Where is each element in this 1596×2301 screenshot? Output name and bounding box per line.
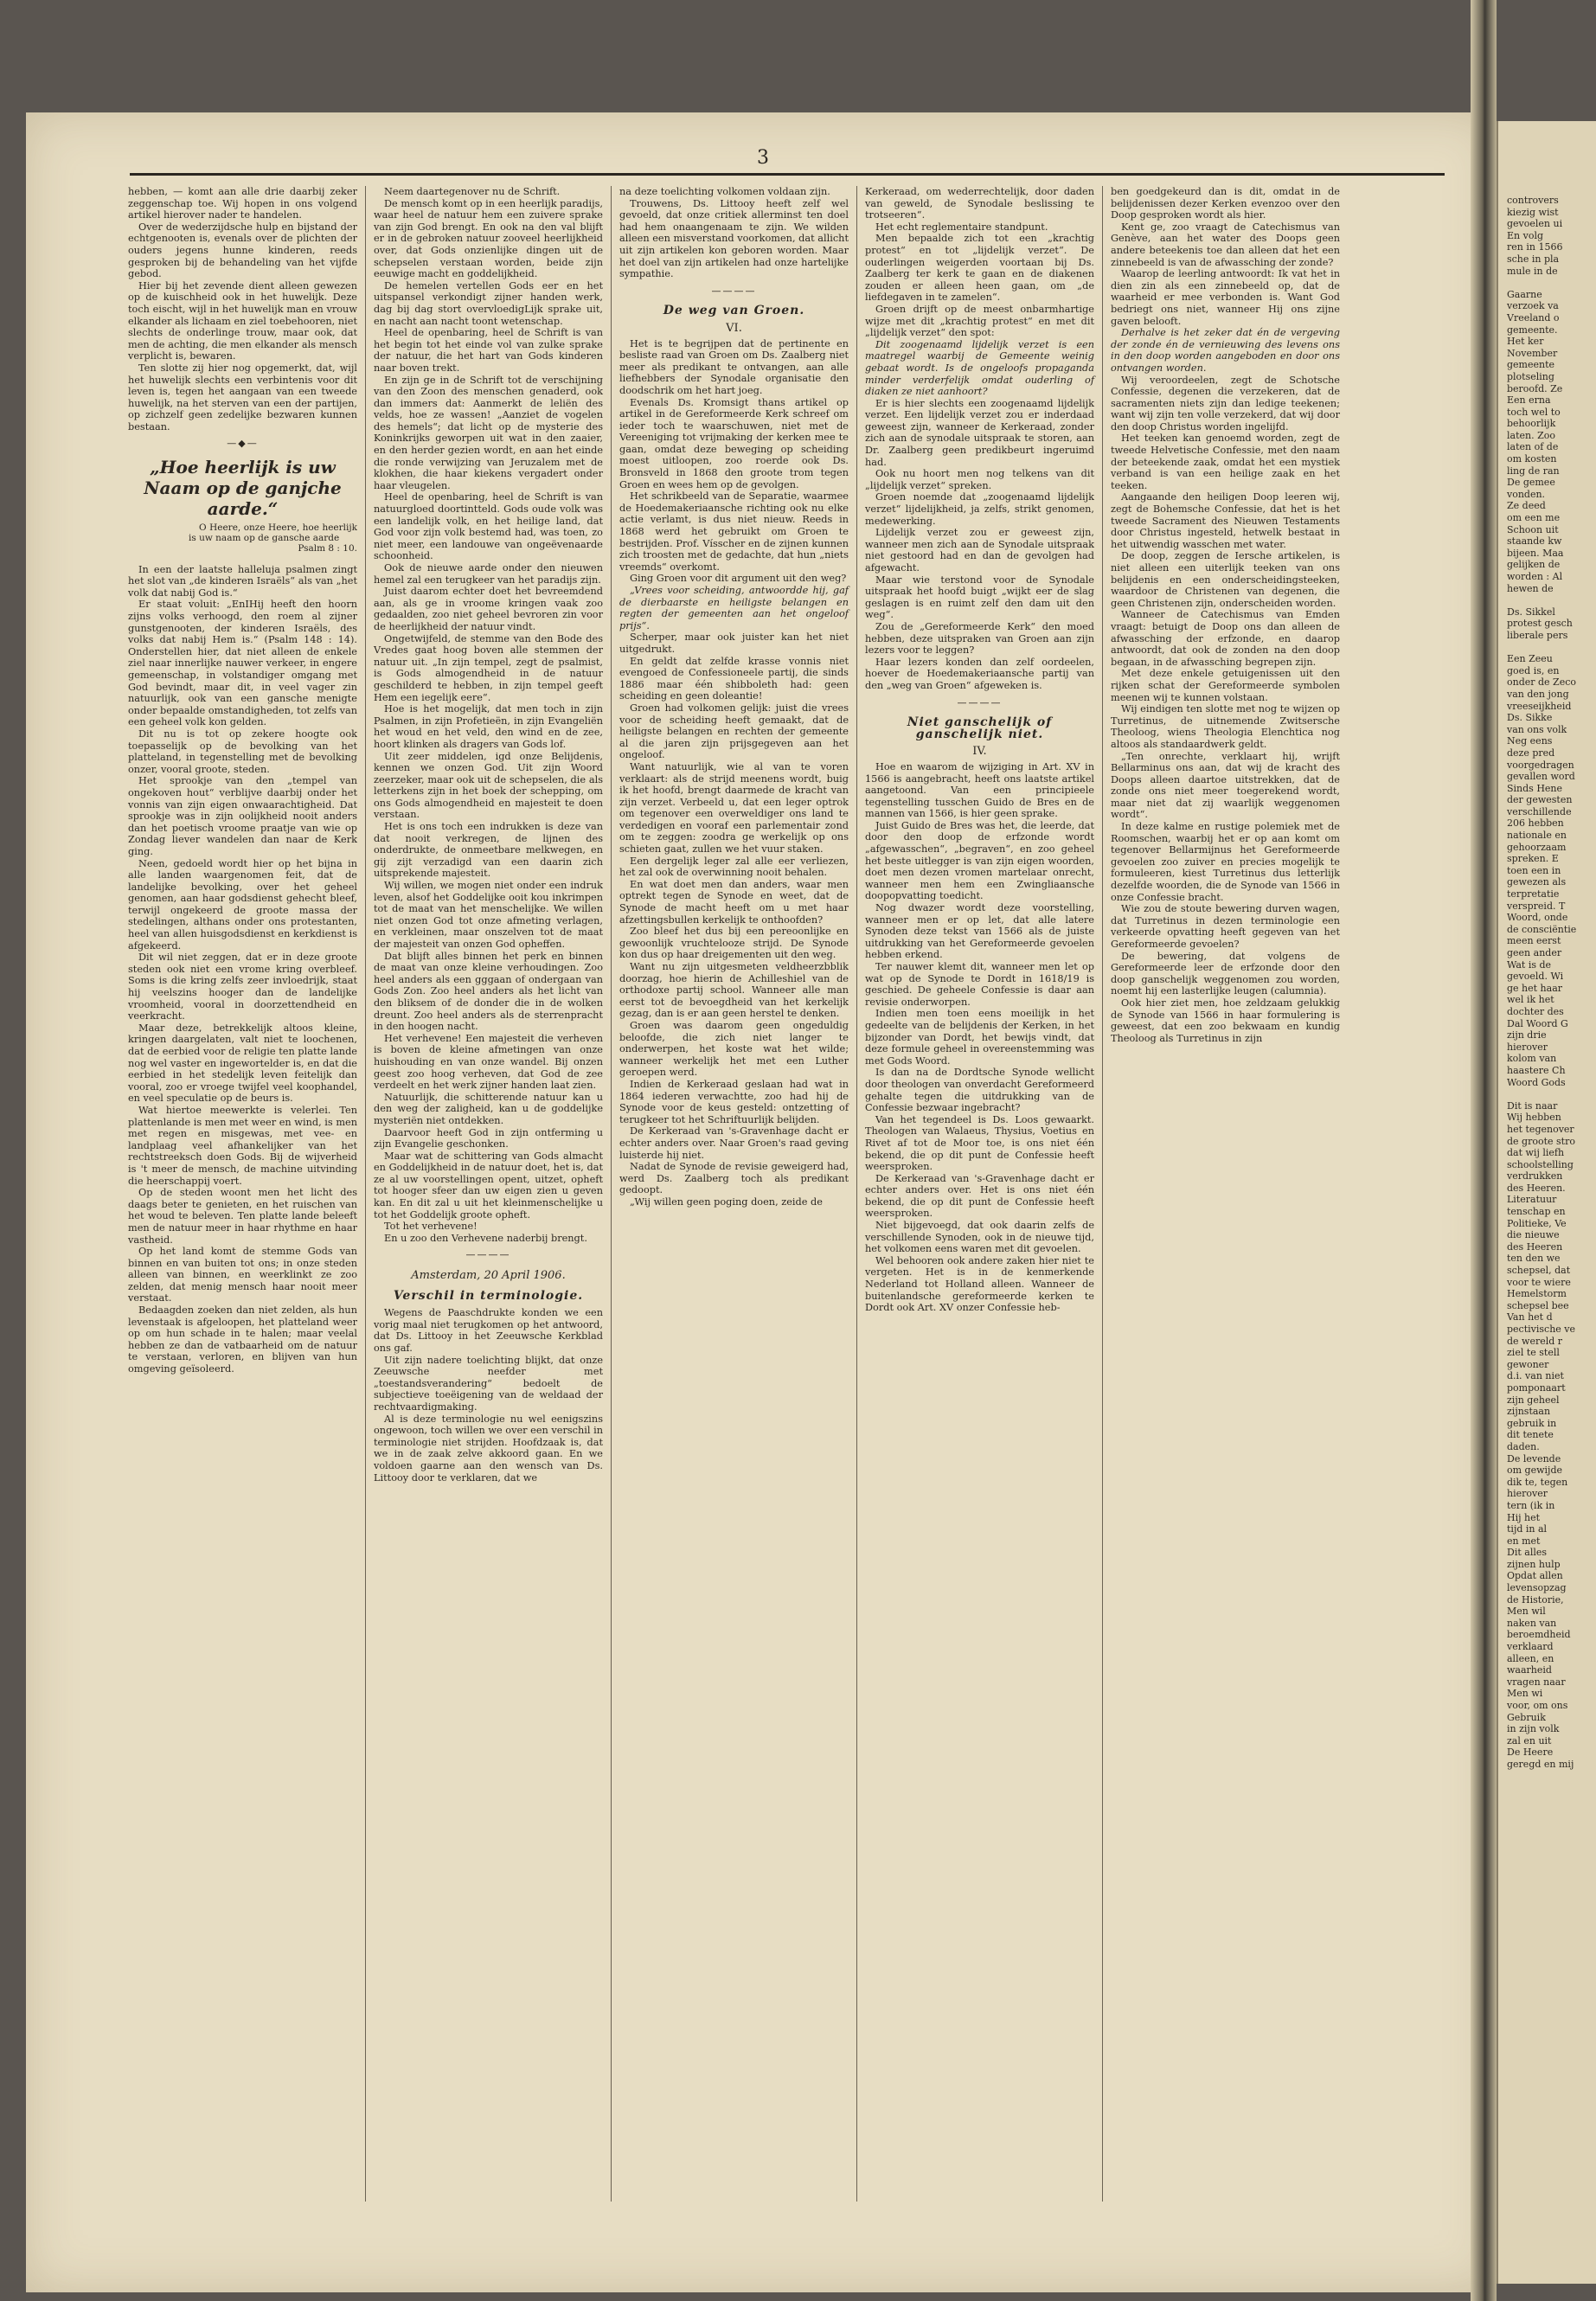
paragraph: „Ten onrechte, verklaart hij, wrijft Bellarminus ons aan, dat wij de kracht des Doops alleen daartoe uitstrekken, dat de zonde ons niet meer toegerekend wordt, maar niet dat zij waarlijk weggenomen wordt“.	[1111, 750, 1340, 821]
fragment-line: meen eerst	[1507, 935, 1561, 947]
fragment-line: Dit is naar	[1507, 1099, 1558, 1112]
fragment-line: naken van	[1507, 1617, 1557, 1629]
fragment-line: d.i. van niet	[1507, 1370, 1564, 1382]
adjacent-page-fragment	[1497, 121, 1596, 2284]
fragment-line: verklaard	[1507, 1641, 1554, 1653]
paragraph: Natuurlijk, die schitterende natuur kan u den weg der zaligheid, kan u de goddelijke mysteriën niet ontdekken.	[374, 1091, 603, 1126]
column-4	[865, 186, 1094, 1314]
column-rule	[611, 186, 612, 2202]
fragment-line: Van het d	[1507, 1311, 1553, 1324]
paragraph: Nadat de Synode de revisie geweigerd had, werd Ds. Zaalberg toch als predikant gedoopt.	[619, 1161, 849, 1196]
paragraph: Wel behooren ook andere zaken hier niet te vergeten. Het is in de kenmerkende Nederland tot Holland alleen. Wanneer de buitenlandsche gereformeerde kerken te Dordt ook Art. XV onzer Confessie heb-	[865, 1254, 1094, 1314]
paragraph: Daarvoor heeft God in zijn ontferming u zijn Evangelie geschonken.	[374, 1126, 603, 1150]
paragraph: Maar deze, betrekkelijk altoos kleine, kringen daargelaten, valt niet te loochenen, dat de eerbied voor de religie ten platte lande nog wel vaster en ingewortelder is, en dat die eerbied in het stedelijk leven feitelijk dan vooral, zoo er vroege twijfel veel koophandel, en veel speculatie op de beurs is.	[128, 1022, 357, 1105]
paragraph: Scherper, maar ook juister kan het niet uitgedrukt.	[619, 631, 849, 655]
paragraph: Op het land komt de stemme Gods van binnen en van buiten tot ons; in onze steden alleen van binnen, en weerklinkt ze zoo zelden, dat menig mensch haar nooit meer verstaat.	[128, 1246, 357, 1304]
fragment-line: sche in pla	[1507, 253, 1560, 265]
paragraph: Hoe en waarom de wijziging in Art. XV in 1566 is aangebracht, heeft ons laatste artikel aangetoond. Van een principieele tegenstelling tusschen Guido de Bres en de mannen van 1566, is hier geen sprake.	[865, 760, 1094, 820]
fragment-line: Ds. Sikke	[1507, 712, 1553, 724]
page-fold	[1471, 0, 1497, 2301]
paragraph: Al is deze terminologie nu wel eenigszins ongewoon, toch willen we over een verschil in terminologie niet strijden. Hoofdzaak is, dat we in de zaak zelve akkoord gaan. En we voldoen gaarne aan den wensch van Ds. Littooy door te verklaren, dat we	[374, 1413, 603, 1484]
fragment-line: om kosten	[1507, 453, 1557, 465]
paragraph: Op de steden woont men het licht des daags beter te genieten, en het ruischen van het woud te beleven. Ten platte lande beleeft men de natuur meer in haar rhythme en haar vastheid.	[128, 1187, 357, 1246]
fragment-line: Een erna	[1507, 394, 1551, 407]
fragment-line: de wereld r	[1507, 1335, 1563, 1347]
fragment-line: gevoeld. Wi	[1507, 971, 1564, 983]
paragraph: Kerkeraad, om wederrechtelijk, door daden van geweld, de Synodale beslissing te trotseeren“.	[865, 186, 1094, 221]
paragraph: In een der laatste halleluja psalmen zingt het slot van „de kinderen Israëls“ als van „het volk dat nabij God is.“	[128, 563, 357, 599]
page-number: 3	[757, 147, 769, 169]
fragment-line: Hij het	[1507, 1511, 1541, 1523]
fragment-line: tern (ik in	[1507, 1499, 1555, 1511]
fragment-line: pomponaart	[1507, 1381, 1566, 1394]
paragraph: De Kerkeraad van 's-Gravenhage dacht er echter anders over. Het is ons niet één bekend, die op dit punt de Confessie heeft weersproken.	[865, 1172, 1094, 1220]
column-2	[374, 186, 603, 1484]
paragraph: Ook nu hoort men nog telkens van dit „lijdelijk verzet“ spreken.	[865, 468, 1094, 491]
fragment-line: onder de Zeco	[1507, 676, 1576, 689]
fragment-line: Gaarne	[1507, 288, 1542, 300]
fragment-line: om gewijde	[1507, 1465, 1562, 1477]
fragment-line: hierover	[1507, 1041, 1548, 1053]
fragment-line: Wat is de	[1507, 958, 1552, 971]
article-title: Verschil in terminologie.	[393, 1288, 584, 1303]
fragment-line: plotseling	[1507, 370, 1554, 382]
fragment-line: de groote stro	[1507, 1135, 1575, 1147]
paragraph: Over de wederzijdsche hulp en bijstand der echtgenooten is, evenals over de plichten der ouders jegens hunne kinderen, reeds gesproken bij de behandeling van het vijfde gebod.	[128, 221, 357, 280]
paragraph: Heel de openbaring, heel de Schrift is van natuurgloed doortintteld. Gods oude volk was een landelijk volk, en het heilige land, dat God voor zijn volk bestemd had, was toen, zo niet meer, een landouwe van ongeëvenaarde schoonheid.	[374, 491, 603, 562]
paragraph: Hier bij het zevende dient alleen gewezen op de kuischheid ook in het huwelijk. Deze toch eischt, wijl in het huwelijk man en vrouw elkander als lichaam en ziel toebehooren, niet slechts de onderlinge trouw, maar ook, dat men de achting, die men elkander als mensch verplicht is, bewaren.	[128, 279, 357, 362]
fragment-line	[1507, 642, 1596, 654]
fragment-line: Men wi	[1507, 1688, 1543, 1700]
fragment-line: ziel te stell	[1507, 1347, 1560, 1359]
paragraph: Dat blijft alles binnen het perk en binnen de maat van onze kleine verhoudingen. Zoo heel anders als een gggaan of ondergaan van Gods Zon. Zoo heel anders als het licht van den bliksem of de donder die in de wolken dreunt. Zoo heel anders als de sterrenpracht in den hoogen nacht.	[374, 950, 603, 1033]
fragment-line: November	[1507, 347, 1558, 359]
paragraph: Wij veroordeelen, zegt de Schotsche Confessie, degenen die verzekeren, dat de sacramenten niets zijn dan ledige teekenen; want wij zijn ten volle verzekerd, dat wij door den doop Christus worden ingelijfd.	[1111, 374, 1340, 433]
fragment-line: beroemdheid	[1507, 1629, 1571, 1641]
article-title: De weg van Groen.	[663, 304, 805, 318]
paragraph: hebben, — komt aan alle drie daarbij zeker zeggenschap toe. Wij hopen in ons volgend artikel hierover nader te handelen.	[128, 186, 357, 221]
article-title: Niet ganschelijk of ganschelijk niet.	[907, 715, 1053, 741]
paragraph: Is dan na de Dordtsche Synode wellicht door theologen van onverdacht Gereformeerd gehalte tegen die uitdrukking van de Confessie bezwaar ingebracht?	[865, 1067, 1094, 1114]
fragment-line: 206 hebben	[1507, 817, 1564, 830]
paragraph: Dit zoogenaamd lijdelijk verzet is een maatregel waarbij de Gemeente weinig gebaat wordt. Is de ongeloofs propaganda minder verderfelijk omdat ouderling of diaken ze niet aanhoort?	[865, 338, 1094, 398]
fragment-line: Opdat allen	[1507, 1570, 1563, 1582]
fragment-line: gewezen als	[1507, 876, 1567, 888]
paragraph: Tot het verhevene!	[384, 1221, 478, 1233]
paragraph: Het is te begrijpen dat de pertinente en besliste raad van Groen om Ds. Zaalberg niet meer als predikant te ontvangen, aan alle liefhebbers der Synodale organisatie den doodschrik om het hart joeg.	[619, 337, 849, 396]
fragment-line: die nieuwe	[1507, 1229, 1560, 1241]
paragraph: Het echt reglementaire standpunt.	[875, 221, 1048, 233]
paragraph: Van het tegendeel is Ds. Loos gewaarkt. Theologen van Walaeus, Thysius, Voetius en Rivet af tot de Moor toe, is ons niet één bekend, die op dit punt de Confessie heeft weersproken.	[865, 1113, 1094, 1173]
fragment-line: des Heeren.	[1507, 1182, 1566, 1194]
ornament-divider: —◆—	[227, 438, 259, 450]
paragraph: Wanneer de Catechismus van Emden vraagt: betuigt de Doop ons dan alleen de afwassching der erfzonde, en daarop antwoordt, dat ook de zonden na den doop begaan, in de afwassching begrepen zijn.	[1111, 609, 1340, 668]
fragment-line: Ze deed	[1507, 500, 1546, 512]
fragment-line: in zijn volk	[1507, 1723, 1560, 1735]
fragment-line: vragen naar	[1507, 1676, 1566, 1688]
fragment-line: hierover	[1507, 1488, 1548, 1500]
fragment-line	[1507, 1088, 1596, 1100]
fragment-line: De levende	[1507, 1452, 1561, 1465]
paragraph: Want nu zijn uitgesmeten veldheerzbblik doorzag, hoe hierin de Achilleshiel van de orthodoxe partij school. Wanneer alle man eerst tot de bevoegdheid van het kerkelijk gezag, dan is er aan geen herstel te denken.	[619, 961, 849, 1020]
fragment-line: Politieke, Ve	[1507, 1217, 1567, 1229]
header-rule	[130, 173, 1445, 176]
fragment-line: des Heeren	[1507, 1240, 1563, 1253]
paragraph: Lijdelijk verzet zou er geweest zijn, wanneer men zich aan de Synodale uitspraak niet gestoord had en dan de gevolgen had afgewacht.	[865, 527, 1094, 574]
paragraph: De Kerkeraad van 's-Gravenhage dacht er echter anders over. Naar Groen's raad geving luisterde hij niet.	[619, 1125, 849, 1161]
fragment-line: spreken. E	[1507, 853, 1559, 865]
fragment-line: vonden.	[1507, 488, 1546, 500]
fragment-line: Sinds Hene	[1507, 782, 1563, 794]
paragraph: Kent ge, zoo vraagt de Catechismus van Genève, aan het water des Doops geen andere beteekenis toe dan alleen dat het een zinnebeeld is van de afwassching der zonde?	[1111, 221, 1340, 268]
paragraph: In deze kalme en rustige polemiek met de Roomschen, waarbij het er op aan komt om tegenover Bellarmijnus het Gereformeerde gevoelen zoo zuiver en precies mogelijk te formuleeren, kiest Turretinus dus letterlijk dezelfde woorden, die de Synode van 1566 in onze Confessie bracht.	[1111, 821, 1340, 903]
fragment-line	[1507, 277, 1596, 289]
paragraph: Aangaande den heiligen Doop leeren wij, zegt de Bohemsche Confessie, dat het is het tweede Sacrament des Nieuwen Testaments door Christus ingesteld, hetwelk bestaat in het uitwendig wasschen met water.	[1111, 491, 1340, 550]
ornament-divider: ————	[711, 285, 757, 297]
adjacent-page-text	[1498, 195, 1596, 1771]
fragment-line: liberale pers	[1507, 629, 1568, 641]
fragment-line: wel ik het	[1507, 994, 1554, 1006]
fragment-line: haastere Ch	[1507, 1064, 1566, 1076]
paragraph: Juist Guido de Bres was het, die leerde, dat door den doop de erfzonde wordt „afgewasschen“, „begraven“, en zoo geheel het beste uitlegger is van zijn eigen woorden, doet men dezen vromen martelaar onrecht, wanneer men hem een Zwingliaansche doopopvatting toedicht.	[865, 819, 1094, 902]
column-1	[128, 186, 357, 1375]
fragment-line: ten den we	[1507, 1253, 1561, 1265]
paragraph: Hoe is het mogelijk, dat men toch in zijn Psalmen, in zijn Profetieën, in zijn Evangeliën het woud en het veld, den wind en de zee, hoort klinken als dragers van Gods lof.	[374, 703, 603, 750]
motto-reference: Psalm 8 : 10.	[298, 543, 357, 554]
paragraph: Derhalve is het zeker dat én de vergeving der zonde én de vernieuwing des levens ons in den doop worden aangeboden en door ons ontvangen worden.	[1111, 327, 1340, 374]
paragraph: En zijn ge in de Schrift tot de verschijning van den Zoon des menschen genaderd, ook dan immers dat: Aanmerkt de leliën des velds, hoe ze wassen! „Aanziet de vogelen des hemels“; dat licht op de mysterie des Koninkrijks geworpen uit wat in den zaaier, en den herder gezien wordt, en aan het einde die ronde verwijzing van Jeruzalem met de klokhen, die haar kiekens vergadert onder haar vleugelen.	[374, 374, 603, 491]
column-rule	[1102, 186, 1103, 2202]
fragment-line: daden.	[1507, 1440, 1540, 1452]
paragraph: De hemelen vertellen Gods eer en het uitspansel verkondigt zijner handen werk, dag bij dag stort overvloedigLijk sprake uit, en nacht aan nacht toont wetenschap.	[374, 279, 603, 327]
ornament-divider: ————	[957, 696, 1003, 708]
paragraph: En wat doet men dan anders, waar men optrekt tegen de Synode en weet, dat de Synode de macht heeft om u met haar afzettingsbullen kerkelijk te onthoofden?	[619, 878, 849, 926]
fragment-line: gevallen word	[1507, 771, 1575, 783]
paragraph: Zoo bleef het dus bij een pereoonlijke en gewoonlijk vruchtelooze strijd. De Synode kon dus op haar dreigementen uit den weg.	[619, 926, 849, 961]
fragment-line: gevoelen ui	[1507, 218, 1563, 230]
paragraph: En geldt dat zelfde krasse vonnis niet evengoed de Confessioneele partij, die sinds 1886 maar één shibboleth had: geen scheiding en geen doleantie!	[619, 655, 849, 702]
paragraph: Ten slotte zij hier nog opgemerkt, dat, wijl het huwelijk slechts een verbintenis voor dit leven is, tegen het aangaan van een tweede huwelijk, na het sterven van een der partijen, op zichzelf geen zedelijke bezwaren kunnen bestaan.	[128, 362, 357, 433]
paragraph: Groen had volkomen gelijk: juist die vrees voor de scheiding heeft gemaakt, dat de heiligste belangen en rechten der gemeente al die jaren zijn prijsgegeven aan het ongeloof.	[619, 702, 849, 761]
paragraph: Men bepaalde zich tot een „krachtig protest“ en tot „lijdelijk verzet“. De ouderlingen weigerden voortaan bij Ds. Zaalberg ter kerk te gaan en de diakenen zouden er alleen heen gaan, om „de liefdegaven in te zamelen“.	[865, 233, 1094, 304]
paragraph: Waarop de leerling antwoordt: Ik vat het in dien zin als een zinnebeeld op, dat de waarheid er mee verbonden is. Want God bedriegt ons niet, wanneer Hij ons zijne gaven belooft.	[1111, 268, 1340, 327]
fragment-line: Wij hebben	[1507, 1112, 1561, 1124]
fragment-line: worden : Al	[1507, 571, 1563, 582]
paragraph: Heel de openbaring, heel de Schrift is van het begin tot het einde vol van zulke sprake der natuur, die het hart van Gods kinderen naar boven trekt.	[374, 327, 603, 374]
paragraph: Ook de nieuwe aarde onder den nieuwen hemel zal een terugkeer van het paradijs zijn.	[374, 562, 603, 586]
paragraph: Het is ons toch een indrukken is deze van dat nooit verkregen, de lijnen des onderdrukte, de onmeetbare melkwegen, en gij zijt verzadigd van een daarin zich uitsprekende majesteit.	[374, 821, 603, 880]
fragment-line: gewoner	[1507, 1358, 1549, 1370]
motto: O Heere, onze Heere, hoe heerlijk is uw naam op de gansche aarde	[189, 522, 357, 544]
paragraph: Trouwens, Ds. Littooy heeft zelf wel gevoeld, dat onze critiek allerminst ten doel had hem onaangenaam te zijn. We wilden alleen een misverstand voorkomen, dat allicht uit zijn artikelen kon geboren worden. Maar het doel van zijn artikelen had onze hartelijke sympathie.	[619, 197, 849, 280]
paragraph: De bewering, dat volgens de Gereformeerde leer de erfzonde door den doop ganschelijk weggenomen zou worden, noemt hij een lasterlijke leugen (calumnia).	[1111, 950, 1340, 997]
fragment-line: dik te, tegen	[1507, 1476, 1568, 1488]
fragment-line: Vreeland o	[1507, 311, 1560, 324]
paragraph: Maar wat de schittering van Gods almacht en Goddelijkheid in de natuur doet, het is, dat ze al uw voorstellingen opent, uitzet, opheft tot hooger sfeer dan uw eigen zien u geven kan. En dit zal u uit het kleinmenschelijke u tot het Goddelijk groote opheft.	[374, 1150, 603, 1221]
fragment-line: verzoek va	[1507, 300, 1559, 312]
paragraph: Er staat voluit: „EnIHij heeft den hoorn zijns volks verhoogd, den roem al zijner gunstgenooten, der kinderen Israëls, des volks dat nabij Hem is.“ (Psalm 148 : 14). Onderstellen hier, dat niet alleen de enkele ziel naar innerlijke nauwer verkeer, in engere gemeenschap, in volstandiger omgang met God bevindt, maar dit, in veel vager zin natuurlijk, ook van een gansche menigte onder bepaalde omstandigheden, tot zelfs van een geheel volk kon gelden.	[128, 599, 357, 728]
fragment-line: gehoorzaam	[1507, 841, 1567, 853]
paragraph: Zou de „Gereformeerde Kerk“ den moed hebben, deze uitspraken van Groen aan zijn lezers voor te leggen?	[865, 620, 1094, 657]
fragment-line: laten. Zoo	[1507, 429, 1555, 441]
fragment-line: schepsel, dat	[1507, 1265, 1571, 1277]
paragraph: Er is hier slechts een zoogenaamd lijdelijk verzet. Een lijdelijk verzet zou er inderdaad geweest zijn, wanneer de Kerkeraad, zonder zich aan de synodale uitspraak te storen, aan Dr. Zaalberg geen predikbeurt ingeruimd had.	[865, 397, 1094, 468]
paragraph: Juist daarom echter doet het bevreemdend aan, als ge in vroome kringen vaak zoo gedaalden, zoo niet geheel bevroren zin voor de heerlijkheid der natuur vindt.	[374, 586, 603, 632]
paragraph: De mensch komt op in een heerlijk paradijs, waar heel de natuur hem een zuivere sprake van zijn God brengt. En ook na den val blijft er in de gebroken natuur zooveel heerlijkheid over, dat Gods onzienlijke dingen uit de schepselen verstaan worden, beide zijn eeuwige macht en goddelijkheid.	[374, 197, 603, 280]
fragment-line: de consciëntie	[1507, 923, 1577, 935]
fragment-line: Dit alles	[1507, 1547, 1548, 1559]
fragment-line: voor, om ons	[1507, 1700, 1568, 1711]
fragment-line: zijn drie	[1507, 1029, 1547, 1042]
fragment-line: Dal Woord G	[1507, 1017, 1568, 1029]
fragment-line	[1507, 594, 1596, 606]
paragraph: Groen drijft op de meest onbarmhartige wijze met dit „krachtig protest“ en met dit „lijdelijk verzet“ den spot:	[865, 303, 1094, 339]
fragment-line: Men wil	[1507, 1606, 1546, 1618]
section-number: IV.	[972, 745, 987, 759]
fragment-line: voor te wiere	[1507, 1276, 1571, 1288]
fragment-line: Woord Gods	[1507, 1076, 1566, 1088]
paragraph: Indien men toen eens moeilijk in het gedeelte van de belijdenis der Kerken, in het bijzonder van Dordt, het bewijs vindt, dat deze formule geheel in overeenstemming was met Gods Woord.	[865, 1008, 1094, 1067]
fragment-line: Hemelstorm	[1507, 1288, 1567, 1300]
paragraph: Uit zeer middelen, igd onze Belijdenis, kennen we onzen God. Uit zijn Woord zeerzeker, maar ook uit de schepselen, die als letterkens zijn in het boek der schepping, om ons Gods almogendheid en majesteit te doen verstaan.	[374, 750, 603, 821]
paragraph: „Vrees voor scheiding, antwoordde hij, gaf de dierbaarste en heiligste belangen en regten der gemeenten aan het ongeloof prijs“.	[619, 585, 849, 631]
fragment-line: toen een in	[1507, 864, 1561, 876]
fragment-line: waarheid	[1507, 1664, 1552, 1676]
fragment-line: zijnstaan	[1507, 1406, 1551, 1418]
fragment-line: Gebruik	[1507, 1711, 1546, 1723]
newspaper-page	[26, 112, 1497, 2292]
paragraph: Het verhevene! Een majesteit die verheven is boven de kleine afmetingen van onze huishouding en van onze wandel. Bij onzen geest zoo hoog verheven, dat God de zee verdeelt en het werk zijner handen laat zien.	[374, 1032, 603, 1092]
fragment-line: verdrukken	[1507, 1170, 1563, 1183]
paragraph: Een dergelijk leger zal alle eer verliezen, het zal ook de overwinning nooit behalen.	[619, 855, 849, 879]
paragraph: Ongetwijfeld, de stemme van den Bode des Vredes gaat hoog boven alle stemmen der natuur uit. „In zijn tempel, zegt de psalmist, is Gods almogendheid in de natuur geschilderd te hebben, in zijn tempel geeft Hem een iegelijk eere“.	[374, 632, 603, 703]
paragraph: Niet bijgevoegd, dat ook daarin zelfs de verschillende Synoden, ook in de nieuwe tijd, het volkomen eens waren met dit gevoelen.	[865, 1220, 1094, 1255]
fragment-line: geregd en mij	[1507, 1758, 1574, 1770]
paragraph: Wij eindigen ten slotte met nog te wijzen op Turretinus, de uitnemende Zwitsersche Theoloog, wiens Theologia Elenchtica nog altoos als standaardwerk geldt.	[1111, 703, 1340, 750]
fragment-line: geen ander	[1507, 947, 1562, 958]
paragraph: Maar wie terstond voor de Synodale uitspraak het hoofd buigt „wijkt eer de slag geslagen is en ruimt zelf den dam uit den weg“.	[865, 574, 1094, 621]
fragment-line: Het ker	[1507, 336, 1544, 348]
paragraph: Groen noemde dat „zoogenaamd lijdelijk verzet“ lijdelijkheid, ja zelfs, strikt genomen, medewerking.	[865, 491, 1094, 527]
paragraph: na deze toelichting volkomen voldaan zijn.	[619, 186, 830, 197]
fragment-line: verschillende	[1507, 805, 1572, 817]
fragment-line: ling de ran	[1507, 465, 1560, 477]
fragment-line: om een me	[1507, 512, 1561, 524]
paragraph: Wie zou de stoute bewering durven wagen, dat Turretinus in dezen terminologie een verkeerde opvatting heeft gegeven van het Gereformeerde gevoelen?	[1111, 903, 1340, 950]
fragment-line: En volg	[1507, 229, 1544, 241]
paragraph: Groen was daarom geen ongeduldig beloofde, die zich niet langer te onderwerpen, het koste wat het wilde; wanneer werkelijk het met een Luther geroepen werd.	[619, 1019, 849, 1079]
paragraph: Indien de Kerkeraad geslaan had wat in 1864 iederen verwachtte, zoo had hij de Synode voor de keus gesteld: ontzetting of terugkeer tot het Schriftuurlijk belijden.	[619, 1078, 849, 1125]
fragment-line: Literatuur	[1507, 1194, 1557, 1206]
fragment-line: gemeente.	[1507, 324, 1558, 336]
fragment-line: laten of de	[1507, 441, 1559, 453]
fragment-line: toch wel to	[1507, 406, 1561, 418]
fragment-line: behoorlijk	[1507, 418, 1556, 430]
fragment-line: van ons volk	[1507, 723, 1567, 735]
column-rule	[365, 186, 366, 2202]
fragment-line: de Historie,	[1507, 1593, 1564, 1606]
paragraph: Bedaagden zoeken dan niet zelden, als hun levenstaak is afgeloopen, het platteland weer op om hun schade in te halen; maar veelal hebben ze dan de vatbaarheid om de natuur te verstaan, verloren, en blijven van hun omgeving geïsoleerd.	[128, 1304, 357, 1375]
paragraph: Uit zijn nadere toelichting blijkt, dat onze Zeeuwsche neefder met „toestandsverandering“ bedoelt de subjectieve toeëigening van de weldaad der rechtvaardigmaking.	[374, 1354, 603, 1413]
fragment-line: kiezig wist	[1507, 206, 1559, 218]
fragment-line: Een Zeeu	[1507, 653, 1553, 665]
paragraph: Wij willen, we mogen niet onder een indruk leven, alsof het Goddelijke ooit kou inkrimpen tot de maat van het menschelijke. We willen niet onzen God tot onze afmeting verlagen, en verkleinen, maar onszelven tot de maat der majesteit van onzen God opheffen.	[374, 880, 603, 950]
paragraph: Dit nu is tot op zekere hoogte ook toepasselijk op de bevolking van het platteland, in tegenstelling met de bevolking onzer, vooral groote, steden.	[128, 727, 357, 775]
fragment-line: dochter des	[1507, 1005, 1564, 1017]
fragment-line: deze pred	[1507, 747, 1555, 759]
fragment-line: het tegenover	[1507, 1123, 1574, 1135]
fragment-line: vreeseijkheid	[1507, 700, 1572, 712]
paragraph: Ook hier ziet men, hoe zeldzaam gelukkig de Synode van 1566 in haar formulering is geweest, dat een zoo bekwaam en kundig Theoloog als Turretinus in zijn	[1111, 997, 1340, 1044]
fragment-line: der gewesten	[1507, 794, 1573, 806]
fragment-line: voorgedragen	[1507, 759, 1574, 771]
paragraph: Het sprookje van den „tempel van ongekoven hout“ verblijve daarbij onder het vonnis van zijn eigen onwaarachtigheid. Dat sprookje was in zijn oolijkheid nooit anders dan het poetisch vroome praatje van wie op Zondag liever wandelen dan naar de Kerk ging.	[128, 775, 357, 857]
fragment-line: dit tenete	[1507, 1429, 1554, 1441]
paragraph: Dit wil niet zeggen, dat er in deze groote steden ook niet een vrome kring overbleef. Soms is die kring zelfs zeer invloedrijk, staat hij veelszins hooger dan de landelijke vroomheid, vooral in doorzettendheid en veerkracht.	[128, 952, 357, 1022]
fragment-line: zijn geheel	[1507, 1394, 1560, 1406]
paragraph: Wat hiertoe meewerkte is velerlei. Ten plattenlande is men met weer en wind, is men met regen en misgewas, met vee- en landplaag veel afhankelijker van het rechtstreeksch doen Gods. Bij de wijverheid is 't meer de mensch, de machine uitvinding die heerschappij voert.	[128, 1104, 357, 1187]
fragment-line: controvers	[1507, 195, 1559, 206]
fragment-line: kolom van	[1507, 1053, 1557, 1065]
paragraph: Want natuurlijk, wie al van te voren verklaart: als de strijd meenens wordt, buig ik het hoofd, brengt daarmede de kracht van zijn verzet. Verbeeld u, dat een leger optrok om tegenover een overweldiger ons land te verdedigen en vooraf een parlementair zond om te zeggen: zoodra ge werkelijk op ons schieten gaat, zullen we het vuur staken.	[619, 760, 849, 856]
paragraph: „Wij willen geen poging doen, zeide de	[630, 1195, 823, 1208]
column-3	[619, 186, 849, 1208]
fragment-line: Ds. Sikkel	[1507, 606, 1555, 618]
paragraph: Het schrikbeeld van de Separatie, waarmee de Hoedemakeriaansche richting ook nu elke actie verlamt, is dus niet nieuw. Reeds in 1868 werd het gebruikt om Groen te bestrijden. Prof. Vísscher en de zijnen kunnen zich troosten met de gedachte, dat hun „niets vreemds“ overkomt.	[619, 490, 849, 573]
fragment-line: De gemee	[1507, 477, 1555, 489]
paragraph: En u zoo den Verhevene naderbij brengt.	[384, 1232, 587, 1244]
paragraph: Ging Groen voor dit argument uit den weg?	[630, 573, 847, 585]
paragraph: Nog dwazer wordt deze voorstelling, wanneer men er op let, dat alle latere Synoden deze tekst van 1566 als de juiste uitdrukking van het Gereformeerde gevoelen hebben erkend.	[865, 902, 1094, 961]
fragment-line: ge het haar	[1507, 982, 1563, 994]
fragment-line: protest gesch	[1507, 618, 1573, 630]
paragraph: ben goedgekeurd dan is dit, omdat in de belijdenissen dezer Kerken evenzoo over den Doop gesproken wordt als hier.	[1111, 186, 1340, 221]
fragment-line: beroofd. Ze	[1507, 382, 1563, 394]
paragraph: Neem daartegenover nu de Schrift.	[384, 186, 561, 197]
fragment-line: bijeen. Maa	[1507, 547, 1564, 559]
fragment-line: schoolstelling	[1507, 1158, 1574, 1170]
fragment-line: pectivische ve	[1507, 1324, 1576, 1335]
fragment-line: schepsel bee	[1507, 1299, 1569, 1311]
fragment-line: gemeente	[1507, 359, 1555, 371]
fragment-line: staande kw	[1507, 535, 1562, 548]
fragment-line: van den jong	[1507, 688, 1569, 700]
fragment-line: en met	[1507, 1535, 1541, 1547]
fragment-line: goed is, en	[1507, 664, 1560, 676]
article-title: „Hoe heerlijk is uw Naam op de ganjche aarde.“	[144, 457, 342, 520]
dateline: Amsterdam, 20 April 1906.	[411, 1269, 566, 1283]
fragment-line: tenschap en	[1507, 1206, 1566, 1218]
fragment-line: gebruik in	[1507, 1417, 1557, 1429]
fragment-line: Woord, onde	[1507, 912, 1568, 924]
fragment-line: ren in 1566	[1507, 241, 1563, 253]
fragment-line: alleen, en	[1507, 1652, 1554, 1664]
fragment-line: De Heere	[1507, 1747, 1554, 1759]
paragraph: De doop, zeggen de Iersche artikelen, is niet alleen een uiterlijk teeken van ons belijdenis en een onderscheidingsteeken, waardoor de Christenen van degenen, die geen Christenen zijn, onderscheiden worden.	[1111, 550, 1340, 609]
paragraph: Haar lezers konden dan zelf oordeelen, hoever de Hoedemakeriaansche partij van den „weg van Groen“ afgeweken is.	[865, 656, 1094, 691]
fragment-line: nationale en	[1507, 830, 1567, 842]
fragment-line: dat wij liefh	[1507, 1147, 1565, 1159]
fragment-line: tijd in al	[1507, 1523, 1548, 1535]
fragment-line: levensopzag	[1507, 1582, 1567, 1594]
paragraph: Neen, gedoeld wordt hier op het bijna in alle landen waargenomen feit, dat de landelijke bevolking, over het geheel genomen, aan haar godsdienst gehecht bleef, terwijl ongekeerd de groote massa der stedelingen, althans onder ons protestanten, heel van allen huisgodsdienst en kerkdienst is afgekeerd.	[128, 857, 357, 952]
section-number: VI.	[726, 321, 742, 335]
paragraph: Met deze enkele getuigenissen uit den rijken schat der Gereformeerde symbolen meenen wij te kunnen volstaan.	[1111, 668, 1340, 703]
fragment-line: zal en uit	[1507, 1734, 1552, 1747]
ornament-divider: ————	[465, 1249, 511, 1261]
fragment-line: Schoon uit	[1507, 523, 1559, 535]
fragment-line: hewen de	[1507, 582, 1554, 594]
column-rule	[856, 186, 857, 2202]
paragraph: Evenals Ds. Kromsigt thans artikel op artikel in de Gereformeerde Kerk schreef om ieder toch te waarschuwen, niet met de Vereeniging tot vrijmaking der kerken mee te gaan, omdat deze beweging op scheiding moest uitloopen, zoo roerde ook Ds. Bronsveld in 1868 den groote trom tegen Groen en wees hem op de gevolgen.	[619, 396, 849, 490]
fragment-line: gelijken de	[1507, 559, 1561, 571]
fragment-line: mule in de	[1507, 265, 1558, 277]
fragment-line: verspreid. T	[1507, 900, 1566, 912]
paragraph: Het teeken kan genoemd worden, zegt de tweede Helvetische Confessie, met den naam der beteekende zaak, omdat het een mystiek verband is van een heilige zaak en het teeken.	[1111, 433, 1340, 491]
paragraph: Ter nauwer klemt dit, wanneer men let op wat op de Synode te Dordt in 1618/19 is geschied. De geheele Confessie is daar aan revisie onderworpen.	[865, 961, 1094, 1008]
fragment-line: terpretatie	[1507, 888, 1560, 901]
fragment-line: zijnen hulp	[1507, 1558, 1561, 1570]
fragment-line: Neg eens	[1507, 735, 1553, 747]
paragraph: Wegens de Paaschdrukte konden we een vorig maal niet terugkomen op het antwoord, dat Ds. Littooy in het Zeeuwsche Kerkblad ons gaf.	[374, 1307, 603, 1354]
column-5	[1111, 186, 1340, 1044]
